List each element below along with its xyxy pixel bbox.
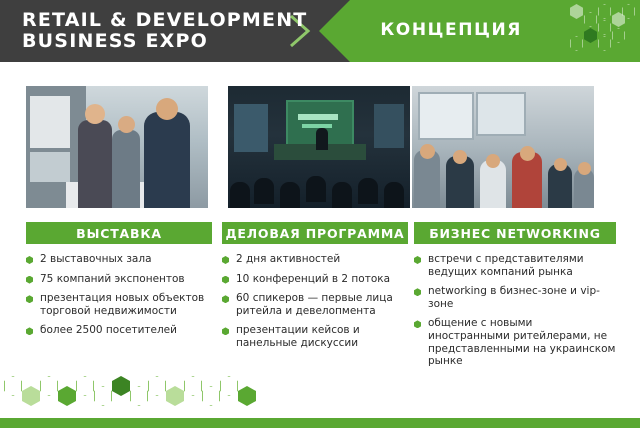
title-line-1: RETAIL & DEVELOPMENT [22,9,308,31]
list-item: 10 конференций в 2 потока [222,273,408,286]
list-item: общение с новыми иностранными ритейлерами, не представленными на украинском рынке [414,317,616,367]
photo-conference-hall [228,86,410,208]
list-item: 2 дня активностей [222,253,408,266]
photo-networking-lounge [412,86,594,208]
list-item: встречи с представителями ведущих компаний рынка [414,253,616,278]
list-item: презентации кейсов и панельные дискуссии [222,324,408,349]
footer-decoration [0,370,640,428]
list-item: презентация новых объектов торговой недвижимости [26,292,212,317]
footer-accent-band [0,418,640,428]
feature-columns [0,222,640,372]
photo-strip [0,62,640,217]
column-title-networking: БИЗНЕС NETWORKING [414,222,616,244]
hex-decoration-header [526,2,636,60]
column-list-exhibition [26,253,212,337]
list-item: 2 выставочных зала [26,253,212,266]
list-item: networking в бизнес-зоне и vip-зоне [414,285,616,310]
column-list-business-program [222,253,408,350]
column-exhibition [26,222,212,344]
column-title-exhibition: ВЫСТАВКА [26,222,212,244]
page-title [22,10,307,52]
concept-badge: КОНЦЕПЦИЯ [380,20,522,40]
photo-exhibition-stand [26,86,208,208]
column-title-business-program: ДЕЛОВАЯ ПРОГРАММА [222,222,408,244]
list-item: 75 компаний экспонентов [26,273,212,286]
list-item: более 2500 посетителей [26,324,212,337]
title-line-2: BUSINESS EXPO [22,30,208,52]
column-business-program [222,222,408,357]
header-bar [0,0,640,62]
list-item: 60 спикеров — первые лица ритейла и девелопмента [222,292,408,317]
